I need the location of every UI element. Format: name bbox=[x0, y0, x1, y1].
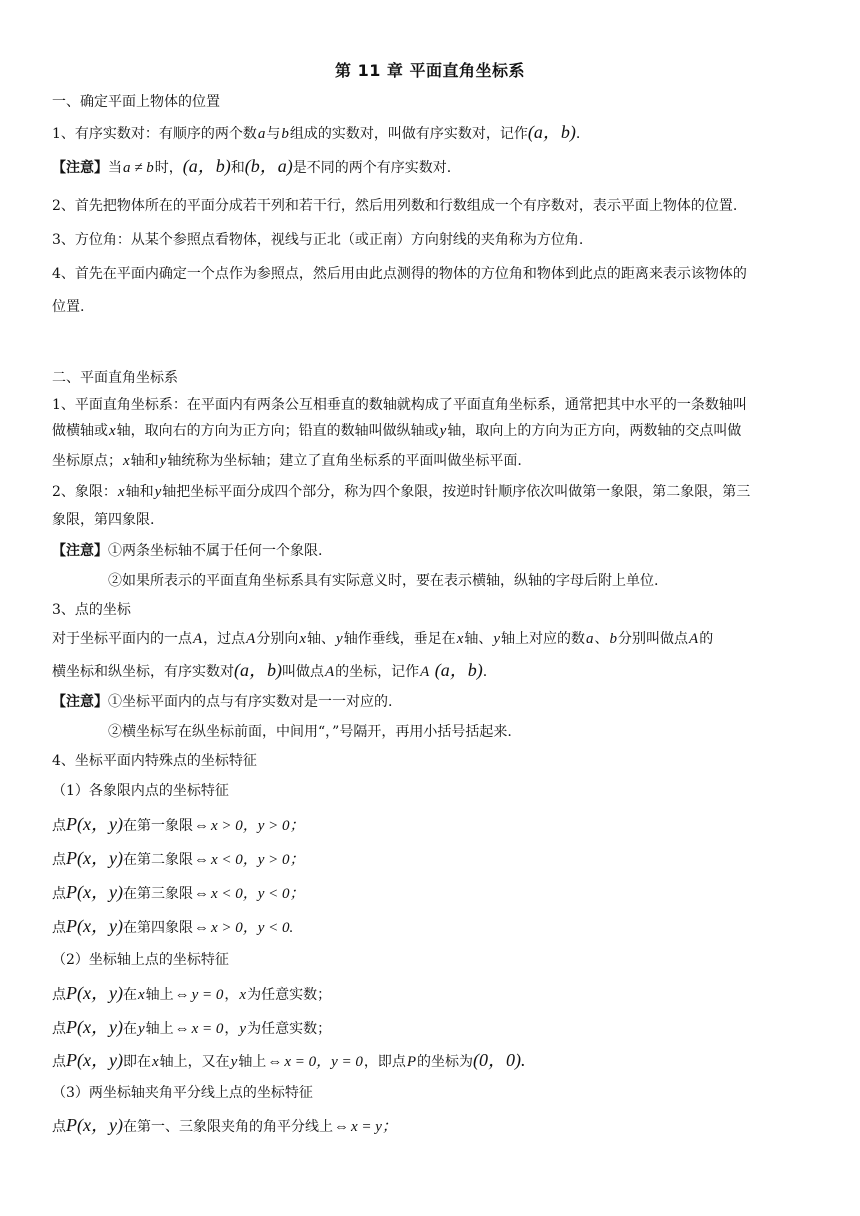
special-points-heading: 4、坐标平面内特殊点的坐标特征 bbox=[52, 753, 257, 769]
note-axes-1: 【注意】①两条坐标轴不属于任何一个象限. bbox=[52, 543, 323, 559]
quadrant-2-condition: 点P(x，y)在第二象限⇔ x < 0，y > 0； bbox=[52, 848, 305, 868]
section-1-heading: 一、确定平面上物体的位置 bbox=[52, 94, 220, 110]
point-coordinate-line-2: 横坐标和纵坐标，有序实数对(a，b)叫做点A的坐标，记作A (a，b). bbox=[52, 660, 488, 680]
cartesian-def-line-1: 1、平面直角坐标系：在平面内有两条公互相垂直的数轴就构成了平面直角坐标系，通常把其中水平的一条数轴叫 bbox=[52, 397, 747, 413]
point-coordinate-heading: 3、点的坐标 bbox=[52, 602, 131, 618]
quadrant-1-condition: 点P(x，y)在第一象限⇔ x > 0，y > 0； bbox=[52, 814, 305, 834]
origin-condition: 点P(x，y)即在x轴上，又在y轴上⇔ x = 0，y = 0，即点P的坐标为(0，0). bbox=[52, 1050, 526, 1070]
note-ordered-pair: 【注意】当a ≠ b时，(a，b)和(b，a)是不同的两个有序实数对. bbox=[52, 156, 452, 176]
paragraph-4-line-1: 4、首先在平面内确定一个点作为参照点，然后用由此点测得的物体的方位角和物体到此点的距离来表示该物体的 bbox=[52, 266, 747, 282]
bisector-1-3-condition: 点P(x，y)在第一、三象限夹角的角平分线上⇔ x = y； bbox=[52, 1115, 397, 1135]
section-2-heading: 二、平面直角坐标系 bbox=[52, 370, 178, 386]
note-axes-2: ②如果所表示的平面直角坐标系具有实际意义时，要在表示横轴，纵轴的字母后附上单位. bbox=[108, 573, 659, 589]
quadrant-line-1: 2、象限：x轴和y轴把坐标平面分成四个部分，称为四个象限，按逆时针顺序依次叫做第一象限，第二象限，第三 bbox=[52, 484, 751, 500]
paragraph-2: 2、首先把物体所在的平面分成若干列和若干行，然后用列数和行数组成一个有序数对，表示平面上物体的位置. bbox=[52, 198, 738, 214]
point-coordinate-line-1: 对于坐标平面内的一点A，过点A分别向x轴、y轴作垂线，垂足在x轴、y轴上对应的数a、b分别叫做点A的 bbox=[52, 631, 714, 647]
note-points-2: ②横坐标写在纵坐标前面，中间用“，”号隔开，再用小括号括起来. bbox=[108, 724, 512, 740]
quadrant-features-heading: （1）各象限内点的坐标特征 bbox=[52, 783, 229, 799]
cartesian-def-line-2: 做横轴或x轴，取向右的方向为正方向；铅直的数轴叫做纵轴或y轴，取向上的方向为正方向，两数轴的交点叫做 bbox=[52, 423, 742, 439]
axis-features-heading: （2）坐标轴上点的坐标特征 bbox=[52, 952, 229, 968]
paragraph-4-line-2: 位置. bbox=[52, 299, 85, 315]
ordered-pair-definition: 1、有序实数对：有顺序的两个数a与b组成的实数对，叫做有序实数对，记作(a，b). bbox=[52, 122, 581, 142]
bisector-features-heading: （3）两坐标轴夹角平分线上点的坐标特征 bbox=[52, 1085, 313, 1101]
quadrant-4-condition: 点P(x，y)在第四象限⇔ x > 0，y < 0. bbox=[52, 916, 294, 936]
on-x-axis-condition: 点P(x，y)在x轴上⇔ y = 0，x为任意实数； bbox=[52, 983, 332, 1003]
chapter-title: 第 11 章 平面直角坐标系 bbox=[335, 61, 525, 80]
on-y-axis-condition: 点P(x，y)在y轴上⇔ x = 0，y为任意实数； bbox=[52, 1017, 332, 1037]
quadrant-3-condition: 点P(x，y)在第三象限⇔ x < 0，y < 0； bbox=[52, 882, 305, 902]
quadrant-line-2: 象限，第四象限. bbox=[52, 512, 155, 528]
cartesian-def-line-3: 坐标原点；x轴和y轴统称为坐标轴；建立了直角坐标系的平面叫做坐标平面. bbox=[52, 453, 522, 469]
paragraph-3-bearing: 3、方位角：从某个参照点看物体，视线与正北（或正南）方向射线的夹角称为方位角. bbox=[52, 232, 584, 248]
note-points-1: 【注意】①坐标平面内的点与有序实数对是一一对应的. bbox=[52, 694, 393, 710]
